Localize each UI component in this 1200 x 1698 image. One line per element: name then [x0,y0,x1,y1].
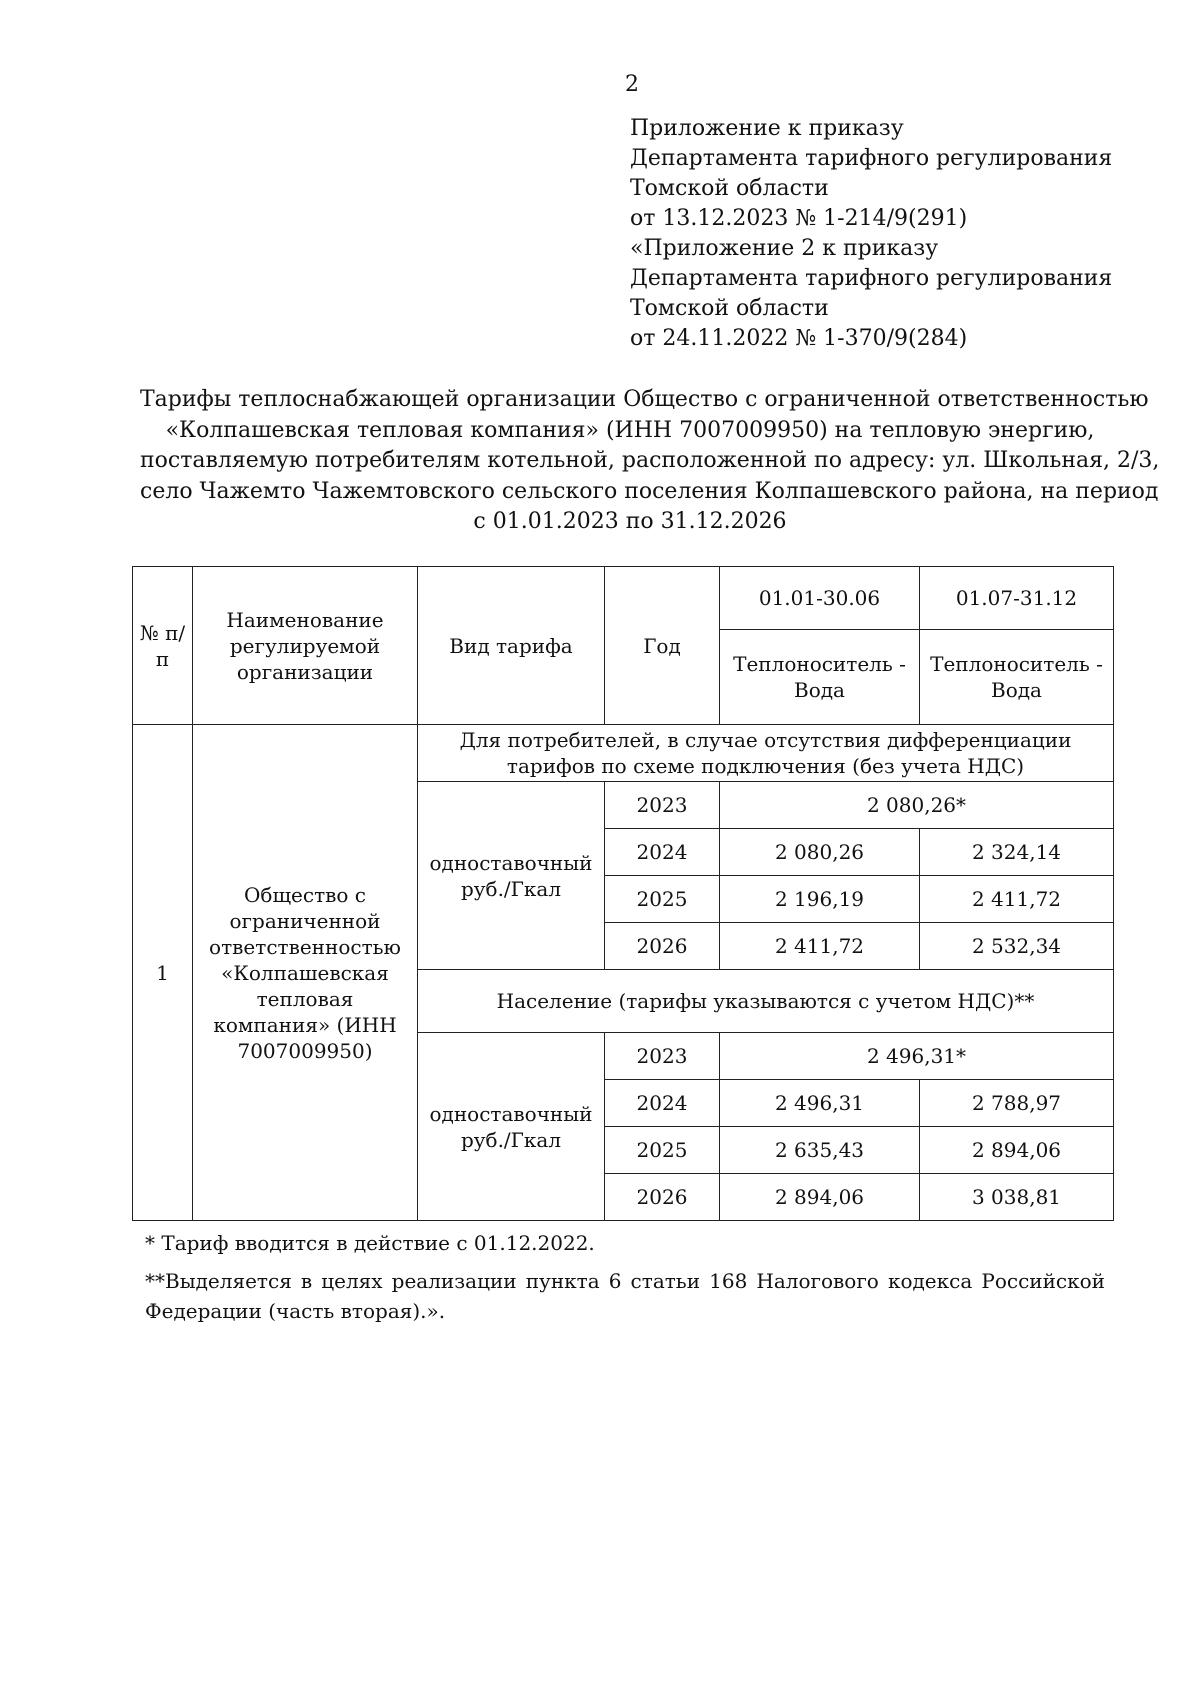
tariff-value: 2 411,72 [920,876,1114,923]
page-number: 2 [625,72,639,97]
title-line: поставляемую потребителям котельной, расположенной по адресу: ул. Школьная, 2/3, [140,448,1160,473]
header-org-name: Наименование регулируемой организации [193,567,418,725]
appendix-header [630,114,1112,354]
year-cell: 2023 [605,782,720,829]
year-cell: 2025 [605,1127,720,1174]
section-heading-population: Население (тарифы указываются с учетом НДС)** [418,970,1114,1033]
tariff-value: 2 496,31 [720,1080,920,1127]
tariff-value: 2 894,06 [920,1127,1114,1174]
year-cell: 2026 [605,1174,720,1221]
tariff-value-merged: 2 080,26* [720,782,1114,829]
header-num: № п/п [133,567,193,725]
tariff-type-cell: одноставочный руб./Гкал [418,1033,605,1221]
header-tariff-type: Вид тарифа [418,567,605,725]
footnotes [145,1228,1105,1334]
title-line: село Чажемто Чажемтовского сельского поселения Колпашевского района, на период [140,478,1159,504]
year-cell: 2024 [605,829,720,876]
appendix-line: «Приложение 2 к приказу [630,236,939,261]
tariff-table [132,566,1114,1221]
year-cell: 2025 [605,876,720,923]
section-heading-consumers: Для потребителей, в случае отсутствия дифференциации тарифов по схеме подключения (без учета НДС) [418,725,1114,782]
document-title [140,385,1160,538]
header-period-2: 01.07-31.12 [920,567,1114,630]
tariff-value: 2 411,72 [720,923,920,970]
tariff-value: 2 635,43 [720,1127,920,1174]
tariff-type-cell: одноставочный руб./Гкал [418,782,605,970]
tariff-value: 2 894,06 [720,1174,920,1221]
appendix-line: Томской области [630,176,829,201]
appendix-line: от 24.11.2022 № 1-370/9(284) [630,326,968,351]
header-period-1: 01.01-30.06 [720,567,920,630]
year-cell: 2024 [605,1080,720,1127]
appendix-line: Департамента тарифного регулирования [630,266,1113,291]
appendix-line: Департамента тарифного регулирования [630,146,1113,171]
title-line: Тарифы теплоснабжающей организации Общество с ограниченной ответственностью [140,387,1149,412]
appendix-line: от 13.12.2023 № 1-214/9(291) [630,206,968,231]
title-line: «Колпашевская тепловая компания» (ИНН 7007009950) на тепловую энергию, [165,417,1095,443]
tariff-value: 2 324,14 [920,829,1114,876]
footnote-2: **Выделяется в целях реализации пункта 6 статьи 168 Налогового кодекса Российской Федерации (часть вторая).». [145,1269,1105,1323]
year-cell: 2026 [605,923,720,970]
tariff-value: 3 038,81 [920,1174,1114,1221]
appendix-line: Приложение к приказу [630,116,904,141]
organization-name: Общество с ограниченной ответственностью «Колпашевская тепловая компания» (ИНН 7007009950) [193,725,418,1221]
header-carrier-2: Теплоноситель - Вода [920,630,1114,725]
appendix-line: Томской области [630,296,829,321]
tariff-value: 2 080,26 [720,829,920,876]
tariff-value: 2 196,19 [720,876,920,923]
tariff-value: 2 532,34 [920,923,1114,970]
tariff-value-merged: 2 496,31* [720,1033,1114,1080]
footnote-1: * Тариф вводится в действие с 01.12.2022. [145,1231,595,1255]
header-year: Год [605,567,720,725]
title-line: с 01.01.2023 по 31.12.2026 [473,509,787,534]
year-cell: 2023 [605,1033,720,1080]
header-carrier-1: Теплоноситель - Вода [720,630,920,725]
tariff-value: 2 788,97 [920,1080,1114,1127]
row-number: 1 [133,725,193,1221]
